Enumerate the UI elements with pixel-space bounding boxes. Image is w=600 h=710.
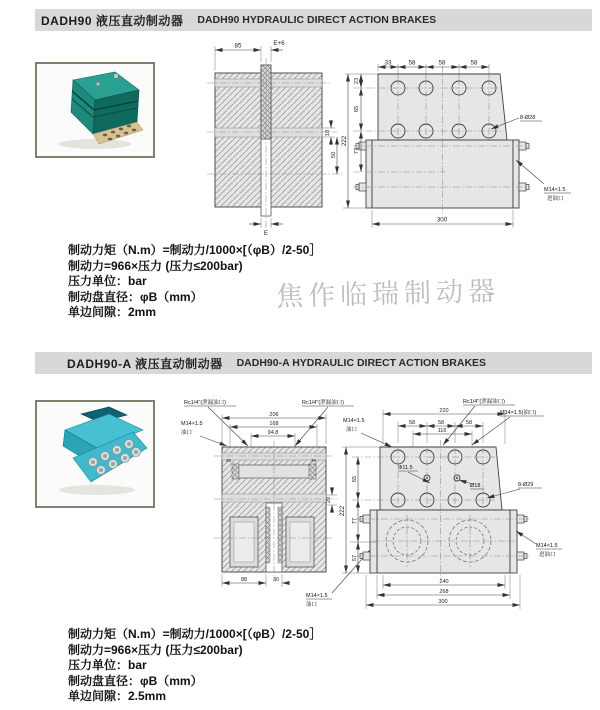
- dim-58-c: 58: [470, 59, 478, 67]
- dim-77: 77: [354, 147, 360, 155]
- section-view-dadh90: [207, 40, 343, 237]
- dim-220: 220: [439, 408, 449, 414]
- brake-photo-illustration: [37, 64, 149, 152]
- label-oil-port: M14×1.5(油口): [500, 410, 537, 416]
- dim-240: 240: [439, 579, 449, 585]
- dim-30: 30: [272, 577, 280, 583]
- label-oil-inlet-thread: M14×1.5: [536, 543, 558, 549]
- watermark: 焦作临瑞制动器: [275, 276, 501, 313]
- dim-58-a: 58: [408, 420, 416, 426]
- dim-268: 268: [439, 589, 449, 595]
- product-photo-dadh90a: [35, 400, 155, 508]
- dim-36-right: 36: [311, 458, 317, 463]
- label-8-holes-d29: 8-Ø29: [518, 482, 534, 488]
- dim-50: 50: [331, 151, 337, 159]
- dim-33: 33: [384, 59, 392, 67]
- header-title-en: DADH90 HYDRAULIC DIRECT ACTION BRAKES: [197, 14, 437, 26]
- dim-94-8: 94.8: [267, 430, 279, 436]
- dim-85: 85: [234, 42, 242, 50]
- label-oil-inlet-text: 进油口: [539, 552, 556, 558]
- label-oil-inlet-text: 进油口: [547, 196, 564, 202]
- dim-222: 222: [341, 135, 348, 147]
- technical-drawing-dadh90: [185, 38, 595, 240]
- label-oil-port-text: 油口: [181, 430, 193, 436]
- dim-168: 168: [269, 421, 279, 427]
- dim-36-left: 36: [226, 458, 232, 463]
- front-view-dadh90: [341, 60, 571, 229]
- label-d18: Ø18: [470, 483, 481, 489]
- dim-300: 300: [436, 216, 448, 224]
- header-title-zh: DADH90-A 液压直动制动器: [67, 356, 223, 371]
- spec-pressure-unit: 压力单位：bar: [68, 658, 147, 672]
- dim-206: 206: [269, 412, 279, 418]
- header-title-en: DADH90-A HYDRAULIC DIRECT ACTION BRAKES: [236, 357, 487, 369]
- header-dadh90: [35, 9, 592, 31]
- dim-23: 23: [354, 77, 360, 85]
- dim-20: 20: [326, 496, 332, 504]
- brake-photo-illustration: [37, 402, 149, 502]
- dim-58-b: 58: [438, 59, 446, 67]
- dim-65: 65: [352, 475, 358, 483]
- spec-force-formula: 制动力=966×压力 (压力≤200bar): [68, 258, 243, 273]
- dim-77: 77: [352, 517, 358, 525]
- dim-65: 65: [354, 105, 360, 113]
- technical-drawing-dadh90a: [180, 395, 595, 625]
- header-dadh90a: [35, 352, 592, 374]
- dim-222: 222: [339, 505, 346, 517]
- dim-300: 300: [438, 599, 448, 605]
- label-leak-port: Rc1/4"(泄漏油口): [463, 399, 505, 405]
- dim-57: 57: [352, 554, 358, 562]
- dim-58-c: 58: [465, 420, 473, 426]
- spec-torque-formula: 制动力矩（N.m）=制动力/1000×[（φB）/2-50］: [68, 243, 322, 257]
- label-oil-port-thread-bottom: M14×1.5: [306, 593, 328, 599]
- label-d11-5: Φ11.5: [398, 465, 413, 471]
- dim-116: 116: [437, 428, 447, 434]
- dim-e: E: [263, 230, 269, 237]
- spec-block-dadh90a: [68, 627, 321, 705]
- spec-disc-diameter: 制动盘直径：φB（mm）: [68, 673, 203, 688]
- label-oil-port-thread: M14×1.5: [181, 421, 203, 427]
- spec-clearance: 单边间隙：2mm: [68, 305, 157, 319]
- spec-pressure-unit: 压力单位：bar: [68, 274, 147, 288]
- label-oil-port-text-top: 油口: [346, 427, 358, 433]
- dim-58-a: 58: [408, 59, 416, 67]
- label-leak-port-right: Rc1/4"(泄漏油口): [302, 400, 344, 406]
- header-title-zh: DADH90 液压直动制动器: [41, 13, 184, 28]
- dim-e-plus-6: E+6: [273, 40, 285, 47]
- spec-torque-formula: 制动力矩（N.m）=制动力/1000×[（φB）/2-50］: [68, 627, 322, 641]
- section-view-dadh90a: [181, 398, 370, 608]
- spec-force-formula: 制动力=966×压力 (压力≤200bar): [68, 642, 243, 657]
- label-oil-port-text-bottom: 油口: [306, 602, 318, 608]
- label-leak-port-left: Rc1/4"(泄漏油口): [184, 400, 226, 406]
- dim-88: 88: [240, 577, 248, 583]
- product-photo-dadh90: [35, 62, 155, 158]
- dim-18: 18: [325, 129, 331, 137]
- dim-58-b: 58: [437, 420, 445, 426]
- label-8-holes-d28: 8-Ø28: [520, 115, 536, 121]
- spec-disc-diameter: 制动盘直径：φB（mm）: [68, 289, 203, 304]
- label-oil-port-thread-top: M14×1.5: [343, 418, 365, 424]
- front-view-dadh90a: [339, 397, 562, 609]
- spec-clearance: 单边间隙：2.5mm: [68, 689, 167, 703]
- label-oil-inlet-thread: M14×1.5: [544, 187, 566, 193]
